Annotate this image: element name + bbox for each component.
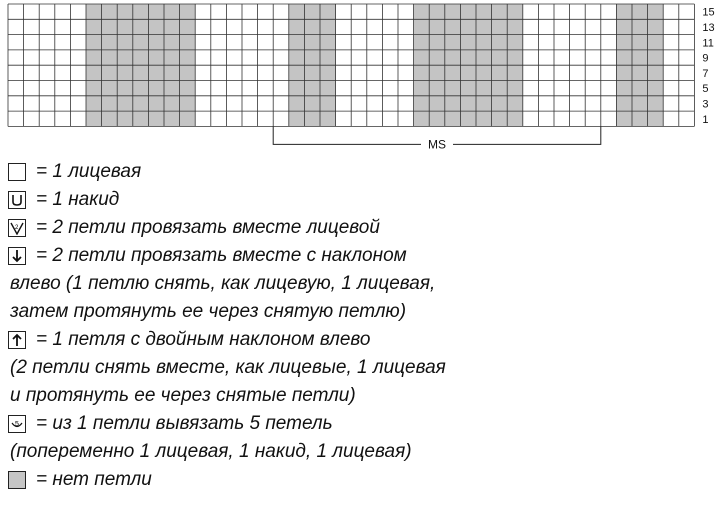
no-stitch-icon — [8, 471, 26, 489]
empty-square-icon — [8, 163, 26, 181]
knitting-chart — [0, 0, 720, 150]
legend-text: = 2 петли провязать вместе с наклоном — [36, 245, 407, 266]
yarn-over-icon — [8, 191, 26, 209]
legend-row-knit — [8, 158, 714, 186]
legend-text-continued: затем протянуть ее через снятую петлю) — [10, 301, 407, 322]
legend-row-yarn-over — [8, 186, 714, 214]
legend-row-k2tog — [8, 214, 714, 242]
legend-text-continued: влево (1 петлю снять, как лицевую, 1 лицевая, — [10, 273, 436, 294]
svg-text:2: 2 — [15, 225, 19, 231]
row-number: 7 — [702, 67, 709, 80]
arrow-down-icon — [8, 247, 26, 265]
row-number: 5 — [702, 83, 709, 96]
five-from-one-icon — [8, 415, 26, 433]
row-number: 1 — [702, 113, 709, 126]
legend-text: = 1 лицевая — [36, 161, 142, 182]
legend-text: = нет петли — [36, 469, 152, 490]
svg-text:5: 5 — [15, 421, 19, 428]
legend-text: = из 1 петли вывязать 5 петель — [36, 413, 333, 434]
chart-legend — [8, 158, 714, 494]
chart-grid — [0, 0, 720, 150]
legend-row-five-from-one — [8, 410, 714, 438]
legend-text: = 2 петли провязать вместе лицевой — [36, 217, 380, 238]
ms-label: MS — [428, 137, 446, 150]
legend-row-no-stitch — [8, 466, 714, 494]
k2tog-icon — [8, 219, 26, 237]
legend-text-continued: (попеременно 1 лицевая, 1 накид, 1 лицевая) — [10, 441, 412, 462]
legend-text: = 1 петля с двойным наклоном влево — [36, 329, 371, 350]
arrow-up-icon — [8, 331, 26, 349]
legend-row-cdd — [8, 326, 714, 354]
legend-text: = 1 накид — [36, 189, 120, 210]
legend-row-ssk — [8, 242, 714, 270]
row-number: 9 — [702, 52, 709, 65]
row-number: 3 — [702, 98, 709, 111]
row-number: 11 — [702, 37, 714, 50]
legend-text-continued: и протянуть ее через снятые петли) — [10, 385, 356, 406]
row-number: 13 — [702, 21, 715, 34]
legend-text-continued: (2 петли снять вместе, как лицевые, 1 лицевая — [10, 357, 446, 378]
row-number: 15 — [702, 6, 715, 19]
